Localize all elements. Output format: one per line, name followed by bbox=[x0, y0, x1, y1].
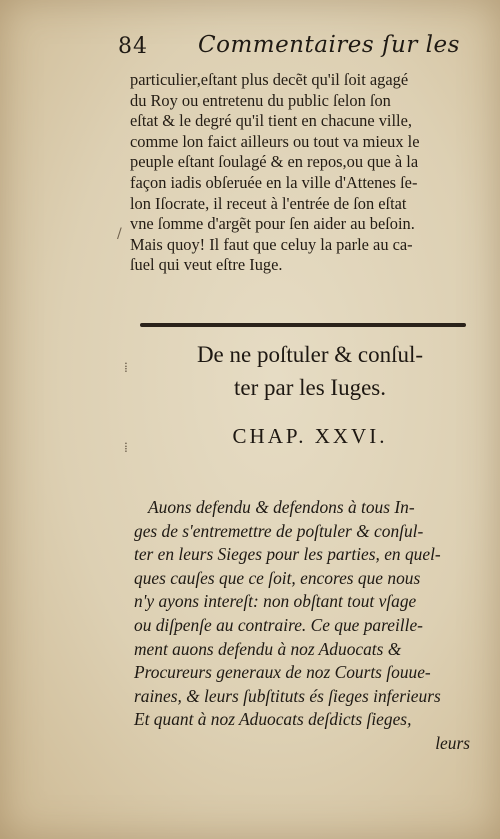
section-divider bbox=[140, 323, 466, 327]
chapter-title-line: De ne poſtuler & conſul- bbox=[196, 342, 424, 367]
catchword: leurs bbox=[435, 732, 470, 753]
text-line: lon Iſocrate, il receut à l'entrée de ſon eſtat bbox=[130, 193, 407, 213]
margin-bleed-mark: ⁞ bbox=[124, 360, 128, 376]
text-line: vne ſomme d'argẽt pour ſen aider au beſoin. bbox=[130, 214, 415, 234]
ordinance-paragraph bbox=[134, 496, 474, 756]
text-line: eſtat & le degré qu'il tient en chacune ville, bbox=[130, 111, 412, 131]
text-line: comme lon faict ailleurs ou tout va mieux le bbox=[130, 131, 420, 151]
margin-bleed-mark: ⁞ bbox=[124, 440, 128, 456]
text-line: du Roy ou entretenu du public ſelon ſon bbox=[130, 90, 391, 110]
text-line: ou diſpenſe au contraire. Ce que pareille- bbox=[134, 614, 423, 635]
text-line: ques cauſes que ce ſoit, encores que nous bbox=[134, 567, 421, 588]
chapter-number: CHAP. XXVI. bbox=[232, 424, 388, 448]
margin-bracket-mark: / bbox=[117, 226, 122, 242]
text-line: Et quant à noz Aduocats deſdicts ſieges, bbox=[134, 709, 412, 730]
text-line: façon iadis obſeruée en la ville d'Attenes ſe- bbox=[130, 172, 418, 192]
chapter-title bbox=[150, 338, 470, 404]
text-line: ſuel qui veut eſtre Iuge. bbox=[130, 255, 283, 275]
chapter-title-line: ter par les Iuges. bbox=[234, 375, 386, 400]
text-line: particulier,eſtant plus decẽt qu'il ſoit agagé bbox=[130, 70, 409, 89]
text-line: Auons defendu & defendons à tous In- bbox=[148, 497, 415, 517]
text-line: ter en leurs Sieges pour les parties, en quel- bbox=[134, 544, 441, 565]
text-line: ges de s'entremettre de poſtuler & conſul- bbox=[134, 520, 424, 541]
text-line: Procureurs generaux de noz Courts ſouue- bbox=[134, 662, 431, 683]
text-line: n'y ayons intereſt: non obſtant tout vſage bbox=[134, 591, 417, 612]
page-number: 84 bbox=[118, 34, 148, 59]
text-line: Mais quoy! Il faut que celuy la parle au ca- bbox=[130, 234, 413, 254]
running-head: Commentaires ſur les bbox=[198, 32, 460, 58]
body-paragraph bbox=[130, 70, 470, 276]
text-line: ment auons defendu à noz Aduocats & bbox=[134, 638, 402, 659]
text-line: raines, & leurs ſubſtituts és ſieges inferieurs bbox=[134, 685, 441, 706]
text-line: peuple eſtant ſoulagé & en repos,ou que à la bbox=[130, 152, 419, 172]
